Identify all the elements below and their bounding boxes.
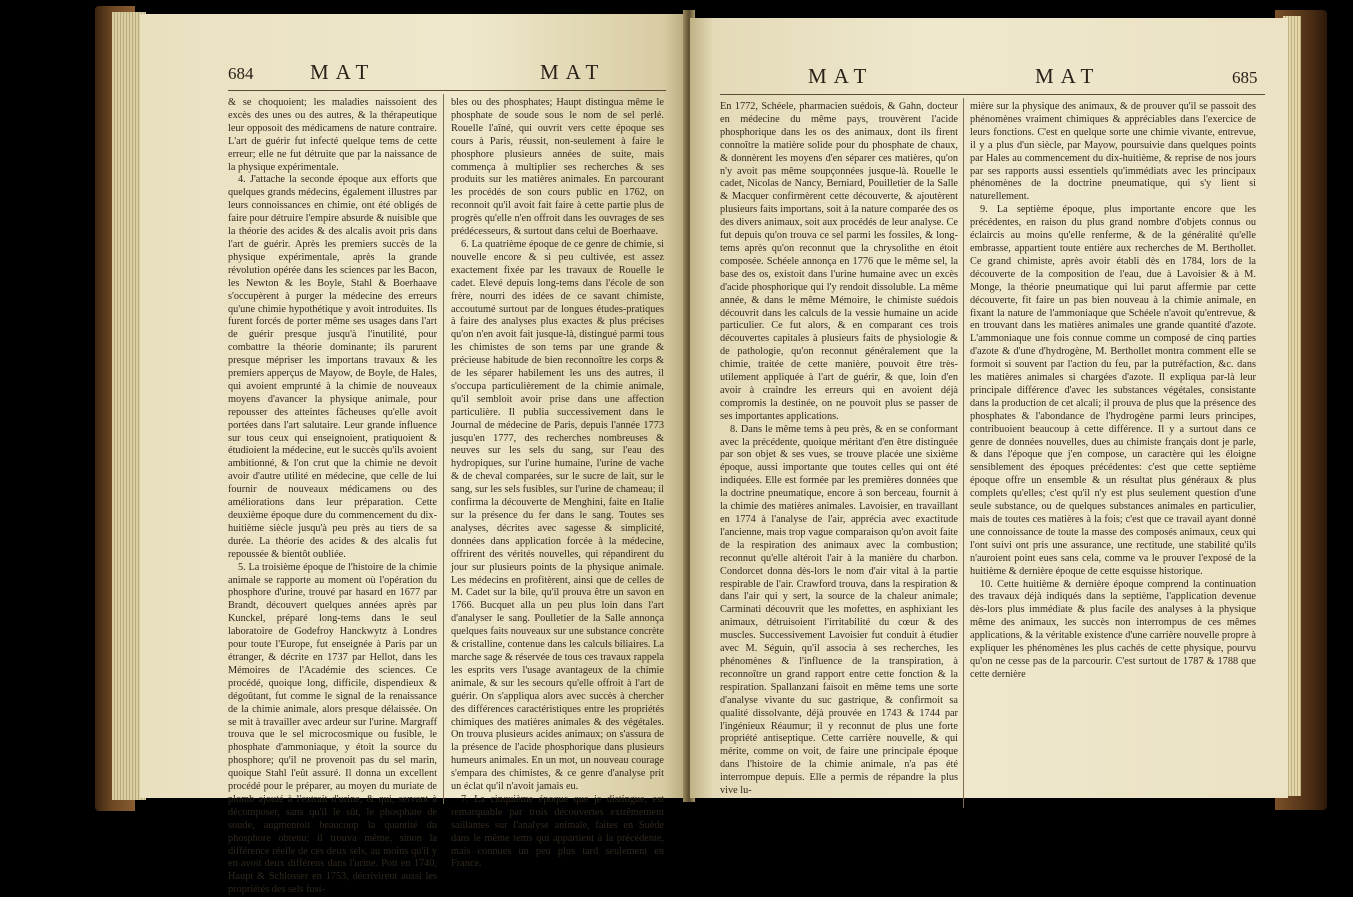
paragraph: 10. Cette huitième & dernière époque comprend la continuation des travaux déjà indiqués dans la septième, l'application devenue dès-lors plus immédiate & plus facile des analyses à la physique même des animaux, les succès non interrompus de ces mêmes applications, & la véritable existence d'une carrière nouvelle propre à expliquer les phénomènes les plus cachés de cette physique, pourvu qu'on ne cesse pas de la parcourir. C'est surtout de 1787 & 1788 que cette dernière: [970, 578, 1256, 680]
header-rule-right: [720, 94, 1265, 95]
running-head-left-2: MAT: [540, 60, 606, 84]
paragraph: 5. La troisième époque de l'histoire de la chimie animale se rapporte au moment où l'opération du phosphore d'urine, trouvé par hasard en 1677 par Brandt, découvert quelques années après par Kunckel, préparé long-tems dans le seul laboratoire de Godefroy Hanckwytz à Londres pour toute l'Europe, fut enseignée à Paris par un étranger, & décrite en 1737 par Hellot, dans les Mémoires de l'Académie des sciences. Ce procédé, quoique long, difficile, dispendieux & dégoûtant, fut comme le signal de la renaissance de la chimie animale, alors presque délaissée. On se mit à travailler avec ardeur sur l'urine. Margraff trouva que le sel microcosmique ou fusible, le phosphate d'ammoniaque, y étoit la source du phosphore; qu'il ne provenoit pas du sel marin, quoique Stahl l'eût assuré. Il donna un excellent procédé pour le préparer, au moyen du muriate de plomb ajouté à l'extrait d'urine, & qui, servant à décomposer, sans qu'il le sût, le phosphate de soude, augmentoit beaucoup la quantité du phosphore obtenu; il trouva même, sinon la différence réelle de ces deux sels, au moins qu'il y en avoit deux différens dans l'urine. Pott en 1740, Haupt & Schlosser en 1753, décrivirent aussi les propriétés des sels fusi-: [228, 561, 437, 896]
running-head-left-1: MAT: [310, 60, 376, 84]
paragraph: 6. La quatrième époque de ce genre de chimie, si nouvelle encore & si peu cultivée, est assez exactement fixée par les travaux de Rouelle le cadet. Elevé depuis long-tems dans l'école de son frère, nourri des idées de ce savant chimiste, accoutumé surtout par de longues études-pratiques à faire des analyses plus exactes & plus précises qu'on n'en avoit fait jusque-là, distingué parmi tous les chimistes de son tems par une grande & précieuse habitude de bien reconnoître les corps & de les séparer habilement les uns des autres, il s'occupa particulièrement de la chimie animale, qu'il sembloit avoir prise dans une affection particulière. Il publia successivement dans le Journal de médecine de Paris, depuis l'année 1773 jusqu'en 1777, des recherches nombreuses & neuves sur les sels du sang, sur l'eau des hydropiques, sur l'urine humaine, l'urine de vache & de cheval comparées, sur le sucre de lait, sur le sang, sur les sels fusibles, sur l'urine de chameau; il confirma la découverte de Menghini, faite en Italie sur la présence du fer dans le sang. Toutes ses analyses, décrites avec sagesse & simplicité, données dans application forcée à la médecine, offrirent des vérités nouvelles, qui répandirent du jour sur plusieurs points de la physique animale. Les médecins en profitèrent, ainsi que de celles de M. Cadet sur la bile, qu'il prouva être un savon en 1766. Bucquet alla un peu plus loin dans l'art d'analyser le sang. Poulletier de la Salle annonça quelques faits nouveaux sur une substance concrète & cristalline, contenue dans les calculs biliaires. La marche sage & réservée de tous ces travaux rappela les esprits vers l'usage avantageux de la chimie animale, & sur les secours qu'elle offroit à l'art de guérir. On s'appliqua alors avec succès à chercher des différences caractéristiques entre les propriétés chimiques des matières animales & des végétales. On trouva plusieurs acides animaux; on s'assura de la présence de l'acide phosphorique dans plusieurs humeurs animales. En un mot, un nouveau courage s'empara des chimistes, & ce genre d'analyse prit un éclat qu'il n'avoit jamais eu.: [451, 238, 664, 793]
paragraph: mière sur la physique des animaux, & de prouver qu'il se passoit des phénomènes vraiment chimiques & appréciables dans l'exercice de leurs fonctions. C'est en quelque sorte une chimie vivante, entrevue, il y a plus d'un siècle, par Mayow, poursuivie dans quelques points par Hales au commencement du dix-huitième, & reprise de nos jours par ses rapports aussi essentiels qu'immédiats avec les principaux phénomènes de la doctrine pneumatique, qui s'y lient si naturellement.: [970, 101, 1256, 203]
running-head-right-2: MAT: [1035, 64, 1101, 88]
paragraph: & se choquoient; les maladies naissoient des excès des unes ou des autres, & la thérapeutique leur opposoit des médicamens de nature contraire. L'art de guérir fut infecté quelque tems de cette erreur; elle ne fut détruite que par la naissance de la physique expérimentale.: [228, 97, 437, 173]
page-number-right: 685: [1232, 68, 1258, 87]
paragraph: 4. J'attache la seconde époque aux efforts que quelques grands médecins, également illustres par leurs connoissances en chimie, ont été obligés de faire pour détruire l'empire absurde & nuisible que la théorie des acides & des alcalis avoit pris dans l'art de guérir. Après les premiers succès de la physique expérimentale, après la grande révolution opérée dans les sciences par les Bacon, les Newton & les Boyle, Stahl & Boerhaave s'occupèrent à purger la médecine des erreurs qu'une chimie hypothétique y avoit introduites. Ils furent forcés de porter même ses usages dans l'art de guérir presque jusqu'à l'inutilité, pour combattre la théorie dominante; ils parurent presque mépriser les importans travaux & les premiers apperçus de Mayow, de Boyle, de Hales, qui avoient emprunté à la chimie de nouveaux moyens d'avancer la physique animale, pour repousser des atteintes fâcheuses qu'elle avoit portées dans l'art salutaire. Leur grande influence sur tous ceux qui enseignoient, pratiquoient & étudioient la médecine, eut le succès qu'ils avoient ambitionné, & l'on crut que la chimie ne devoit avoir d'autre utilité en médecine, que celle de lui fournir de nouveaux médicamens ou des améliorations dans leur préparation. Cette deuxième époque dure du commencement du dix-huitième siècle jusqu'à peu près au tiers de sa durée. La théorie des acides & des alcalis fut repoussée & bientôt oubliée.: [228, 174, 437, 560]
left-page-column-1: [228, 97, 437, 896]
right-page: [690, 18, 1288, 798]
paragraph: 7. La cinquième époque que je distingue, est remarquable par trois découvertes extrêmement saillantes sur l'analyse animale, faites en Suède dans le même tems qui appartient à la précédente, mais connues un peu plus tard seulement en France.: [451, 793, 664, 870]
paragraph: 8. Dans le même tems à peu près, & en se conformant avec la précédente, quoique méritant d'en être distinguée par son objet & ses vues, se trouve placée une sixième époque, aussi importante que toutes celles qui ont été indiquées. Elle est formée par les premières données que la doctrine pneumatique, encore à son berceau, fournit à la chimie des matières animales. Lavoisier, en travaillant en 1774 à l'analyse de l'air, apprécia avec exactitude l'ancienne, mais trop vague comparaison qu'on avoit faite de la respiration des animaux avec la combustion; reconnut qu'elle altéroit l'air à la manière du charbon. Condorcet donna dès-lors le nom d'air vital à la partie respirable de l'air. Crawford trouva, dans la respiration & dans l'air qui y sert, la source de la chaleur animale; Carminati découvrit que les mofettes, en asphixiant les animaux, détruisoient l'irritabilité du cœur & des muscles. Successivement Lavoisier fut conduit à étudier avec M. Séguin, qu'il associa à ses recherches, les phénomènes & l'influence de la transpiration, à reconnoître un grand rapport entre cette fonction & la respiration. Spallanzani faisoit en même tems une sorte d'analyse vivante du suc gastrique, & confirmoit sa qualité dissolvante, déjà prouvée en 1743 & 1744 par l'ingénieux Réaumur; il y reconnut de plus une forte propriété antiseptique. Cette carrière nouvelle, & qui mérite, comme on voit, de faire une principale époque dans l'histoire de la chimie animale, n'a pas été interrompue depuis. Elle a permis de répandre la plus vive lu-: [720, 423, 958, 797]
running-head-right-1: MAT: [808, 64, 874, 88]
header-rule-left: [228, 90, 666, 91]
page-number-left: 684: [228, 64, 254, 83]
column-divider-right: [963, 98, 964, 808]
column-divider-left: [443, 94, 444, 804]
paragraph: En 1772, Schéele, pharmacien suédois, & Gahn, docteur en médecine du même pays, trouvèrent l'acide phosphorique dans les os des animaux, dont ils firent connoître la matière solide pour du phosphate de chaux, & donnèrent les moyens d'en séparer ces matières, qu'on n'y avoit pas même soupçonnées jusque-là. Rouelle le cadet, Nicolas de Nancy, Berniard, Pouilletier de la Salle & Macquer confirmèrent cette découverte, & ajoutèrent plusieurs faits importans, soit à la nature comparée des os des divers animaux, soit aux procédés de leur analyse. Ce fut depuis qu'on trouva ce sel parmi les fossiles, & long-tems après qu'on reconnut que la chrysolithe en étoit composée. Schéele annonça en 1776 que le même sel, la base des os, existoit dans l'urine humaine avec un excès d'acide phosphorique qui l'y rendoit dissoluble. La même année, & dans le même Mémoire, le chimiste suédois découvrit dans les calculs de la vessie humaine un acide particulier. Ce fut alors, & en comparant ces trois découvertes capitales à plusieurs faits de physiologie & de pathologie, qu'on reconnut généralement que la chimie, traitée de cette manière, pouvoit être très-utilement appliquée à l'art de guérir, & que, loin d'en avoir à craindre les erreurs qui en avoient déjà compromis la destinée, on ne pouvoit plus se passer de ses importantes applications.: [720, 101, 958, 422]
left-page: [140, 14, 685, 896]
left-page-column-2: [451, 97, 664, 870]
right-page-column-2: [970, 101, 1256, 801]
paragraph: 9. La septième époque, plus importante encore que les précédentes, en raison du plus grand nombre d'objets connus ou éclaircis au moins qu'elle renferme, & de la généralité qu'elle embrasse, appartient toute entière aux recherches de M. Berthollet. Ce grand chimiste, après avoir établi dès en 1784, lors de la découverte de la composition de l'eau, due à Lavoisier & à M. Monge, la théorie pneumatique qui lui parut affermie par cette découverte, fit faire un pas bien nouveau à la chimie animale, en fixant la nature de l'ammoniaque que Schéele n'avoit qu'entrevue, & en trouvant dans les matières animales une grande quantité d'azote. L'ammoniaque une fois connue comme un composé de cinq parties d'azote & d'une d'hydrogène, M. Berthollet montra comment elle se formoit si souvent par l'action du feu, par la putréfaction, &c. dans les matières animales si chargées d'azote. Il expliqua par-là leur principale différence d'avec les substances végétales, consistante dans la production de cet alcali; il prouva de plus que la présence des phosphates & l'abondance de l'hydrogène parmi leurs principes, contribuoient beaucoup à cette différence. Il y a surtout dans ce genre de données nouvelles, dues au chimiste français dont je parle, & dans l'époque que j'en compose, un caractère qui les éloigne sensiblement des époques précédentes: c'est que cette septième époque offre un ensemble & un résultat plus généraux & plus complets qu'elles; c'est qu'il n'y est plus seulement question d'une seule substance, ou de quelques substances animales en particulier, mais de toutes ces matières à la fois; c'est que ce travail ayant donné une connoissance de toute la masse des composés animaux, ceux qui l'ont suivi ont pris une assurance, une rectitude, une stabilité qu'ils n'auroient point eues sans cela, comme va le prouver l'exposé de la huitième & dernière époque de cette esquisse historique.: [970, 204, 1256, 577]
paragraph: bles ou des phosphates; Haupt distingua même le phosphate de soude sous le nom de sel perlé. Rouelle l'aîné, qui ouvrit vers cette époque ses cours à Paris, réussit, non-seulement à faire le phosphore plusieurs années de suite, mais commença à multiplier ses recherches & ses produits sur les matières animales. En parcourant les procédés de son cours public en 1762, on reconnoit qu'il avoit fait faire à cette partie plus de progrès qu'elle n'en offroit dans les ouvrages de ses prédécesseurs, & surtout dans celui de Boerhaave.: [451, 97, 664, 238]
right-page-column-1: [720, 101, 958, 801]
